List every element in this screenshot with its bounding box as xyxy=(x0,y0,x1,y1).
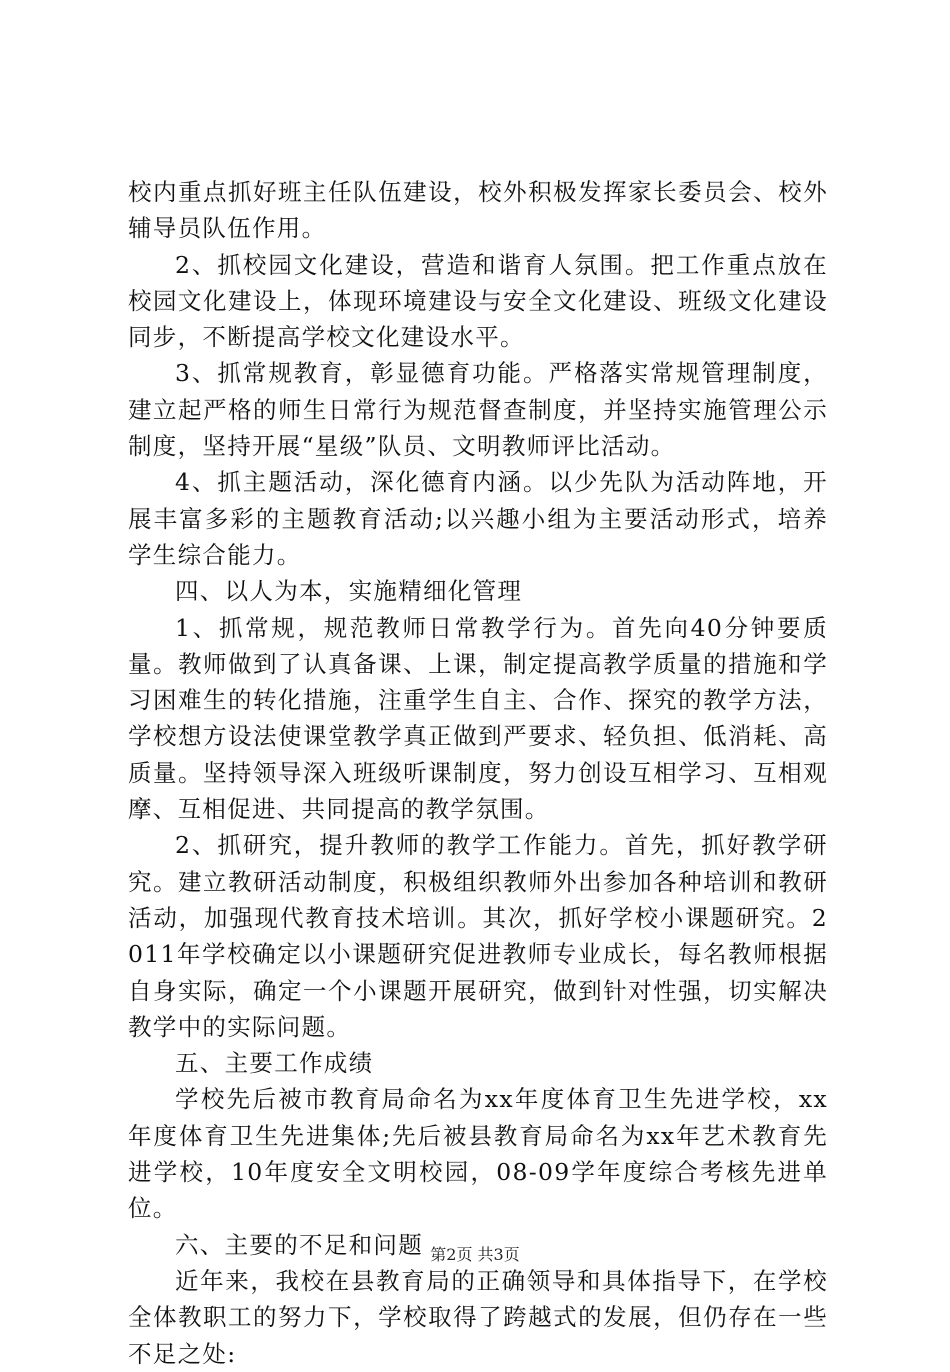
paragraph-campus-culture: 2、抓校园文化建设，营造和谐育人氛围。把工作重点放在校园文化建设上，体现环境建设与安全文化建设、班级文化建设同步，不断提高学校文化建设水平。 xyxy=(128,250,828,352)
paragraph-achievements: 学校先后被市教育局命名为xx年度体育卫生先进学校，xx年度体育卫生先进集体;先后被县教育局命名为xx年艺术教育先进学校，10年度安全文明校园，08-09学年度综合考核先进单位。 xyxy=(128,1085,828,1223)
section-heading-management: 四、以人为本，实施精细化管理 xyxy=(175,577,523,606)
paragraph-teaching-routine: 1、抓常规，规范教师日常教学行为。首先向40分钟要质量。教师做到了认真备课、上课，制定提高教学质量的措施和学习困难生的转化措施，注重学生自主、合作、探究的教学方法，学校想方设法使课堂教学真正做到严要求、轻负担、低消耗、高质量。坚持领导深入班级听课制度，努力创设互相学习、互相观摩、互相促进、共同提高的教学氛围。 xyxy=(128,613,828,824)
page-footer: 第2页 共3页 xyxy=(430,1245,520,1264)
paragraph-teaching-research: 2、抓研究，提升教师的教学工作能力。首先，抓好教学研究。建立教研活动制度，积极组织教师外出参加各种培训和教研活动，加强现代教育技术培训。其次，抓好学校小课题研究。2011年学校确定以小课题研究促进教师专业成长，每名教师根据自身实际，确定一个小课题开展研究，做到针对性强，切实解决教学中的实际问题。 xyxy=(128,831,828,1041)
section-heading-achievements: 五、主要工作成绩 xyxy=(175,1049,374,1078)
paragraph-shortcomings: 近年来，我校在县教育局的正确领导和具体指导下，在学校全体教职工的努力下，学校取得了跨越式的发展，但仍存在一些不足之处: xyxy=(128,1266,828,1368)
paragraph-theme-activities: 4、抓主题活动，深化德育内涵。以少先队为活动阵地，开展丰富多彩的主题教育活动;以兴趣小组为主要活动形式，培养学生综合能力。 xyxy=(128,468,828,569)
paragraph-continuation: 校内重点抓好班主任队伍建设，校外积极发挥家长委员会、校外辅导员队伍作用。 xyxy=(128,178,828,243)
section-heading-shortcomings: 六、主要的不足和问题 xyxy=(175,1230,423,1259)
paragraph-routine-education: 3、抓常规教育，彰显德育功能。严格落实常规管理制度，建立起严格的师生日常行为规范督查制度，并坚持实施管理公示制度，坚持开展“星级”队员、文明教师评比活动。 xyxy=(128,359,828,461)
document-body xyxy=(128,174,828,1372)
